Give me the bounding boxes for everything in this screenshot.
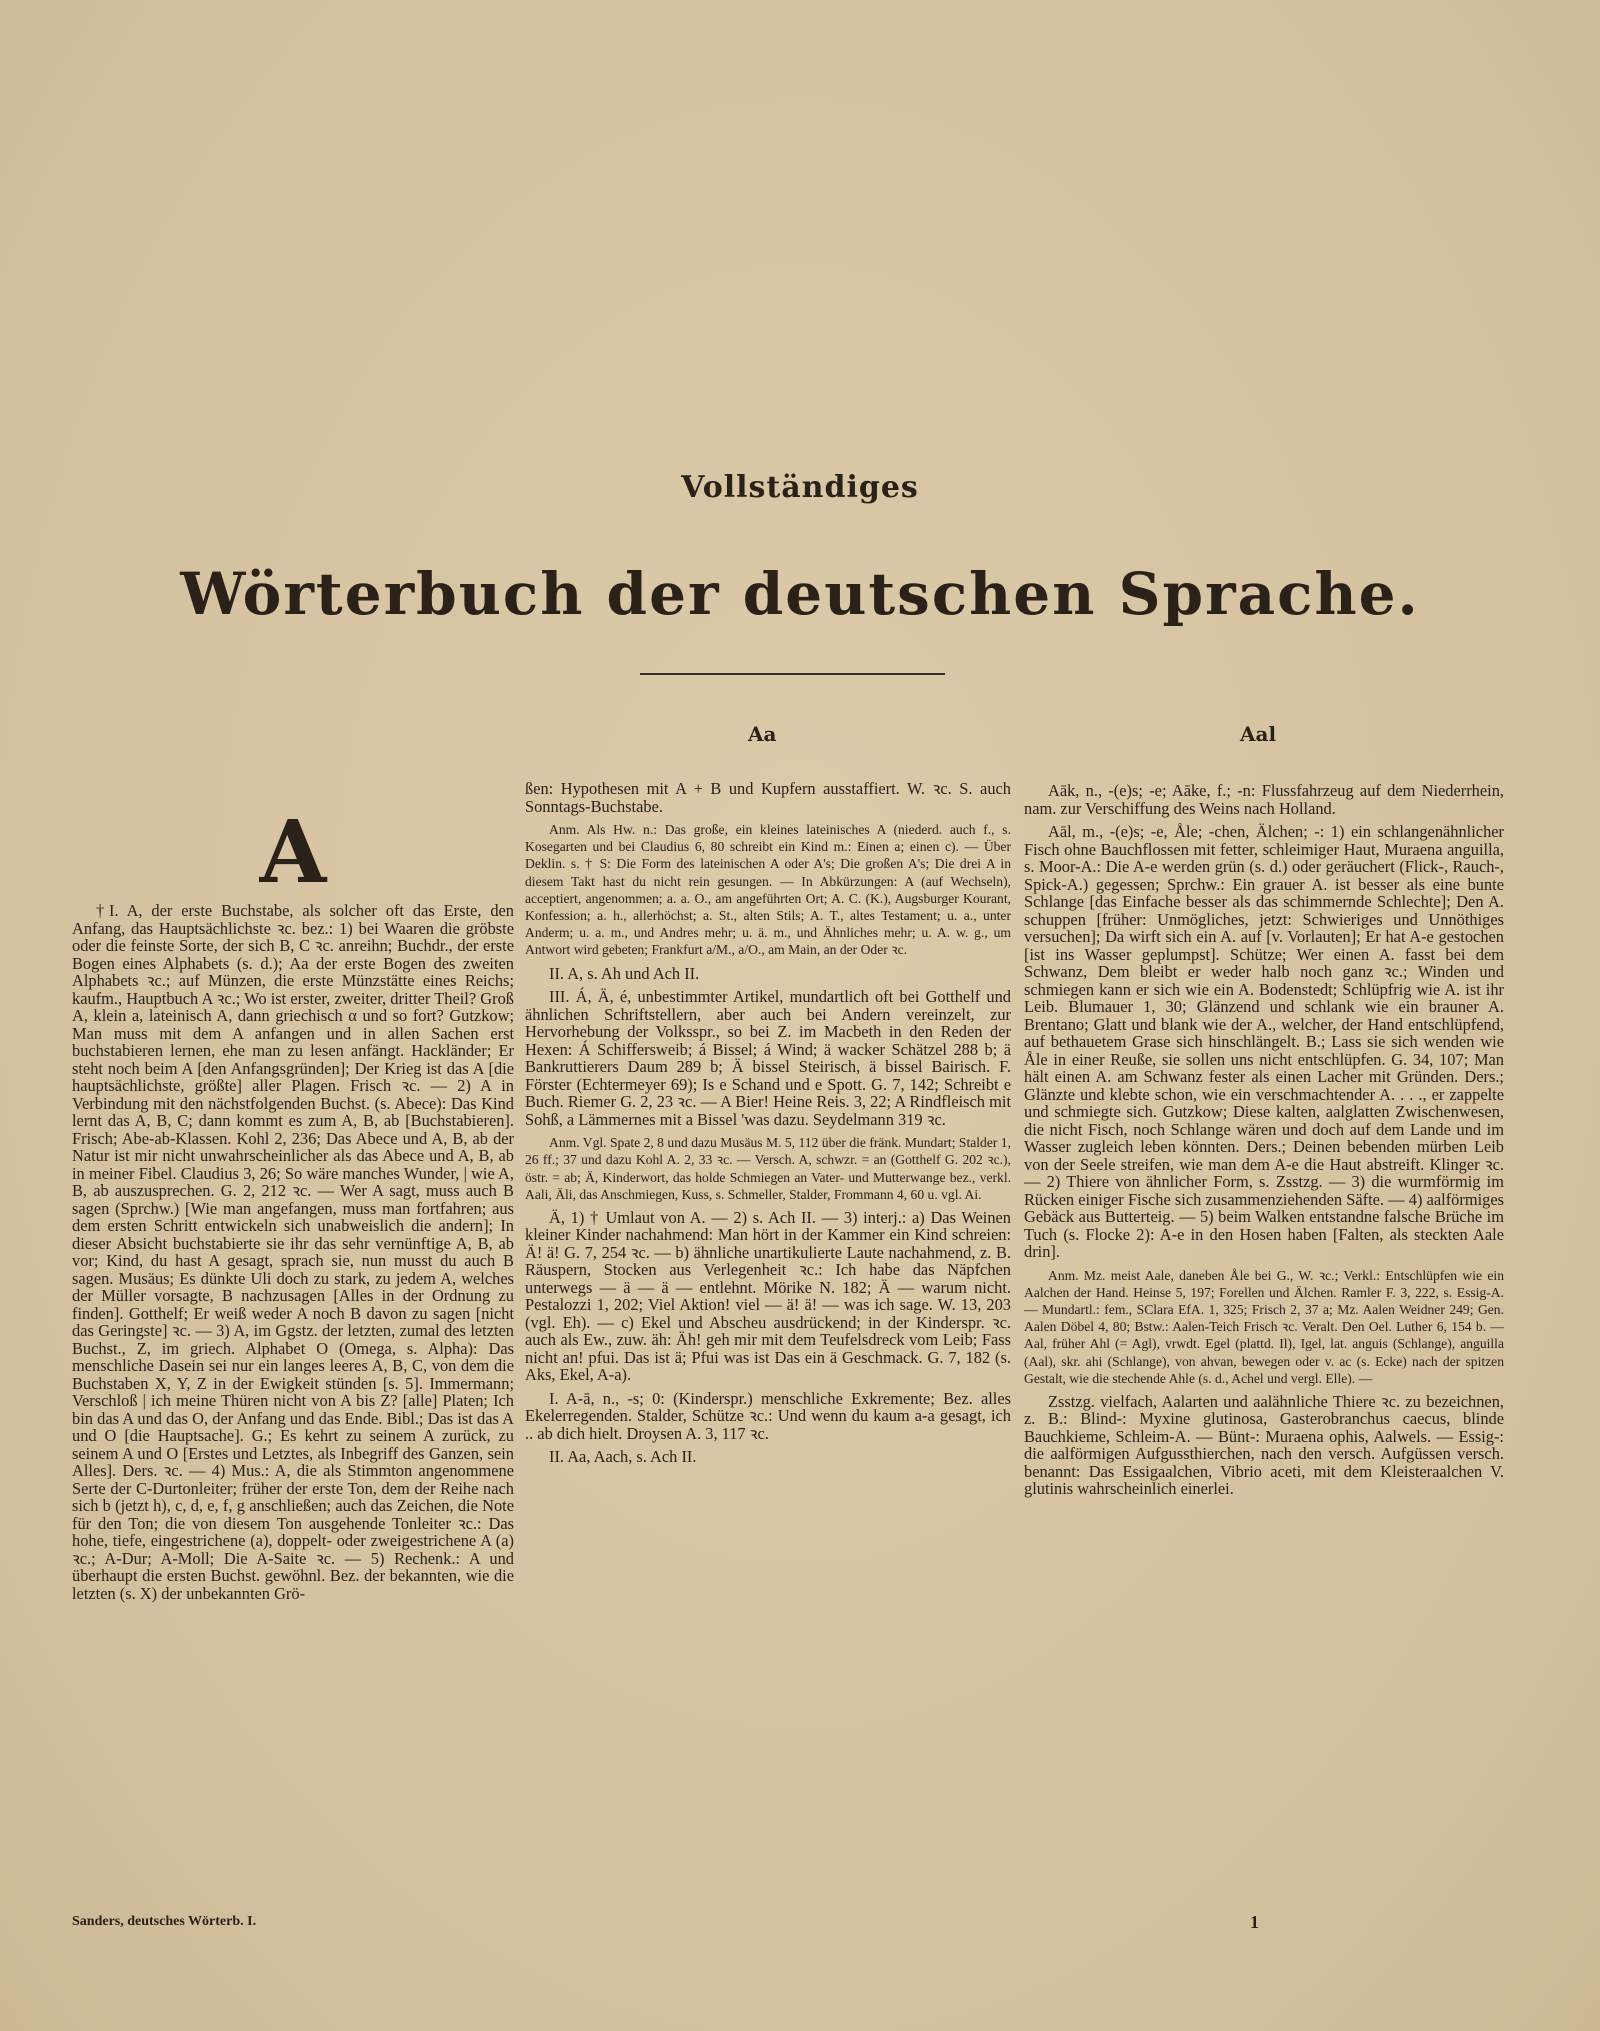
big-initial: A bbox=[259, 802, 327, 903]
entry-paragraph: Anm. Vgl. Spate 2, 8 und dazu Musäus M. 5, 112 über die fränk. Mundart; Stalder 1, 26 ff.; 37 und dazu Kohl A. 2, 33 ꝛc. — Versch. A, schwzr. = an (Gotthelf G. 202 ꝛc.), östr. = ab; Ä, Kinderwort, das holde Schmiegen an Vater- und Mutterwange bez., verkl. Aali, Äli, das Anschmiegen, Kuss, s. Schmeller, Stalder, Frommann 4, 60 u. vgl. Ai. bbox=[525, 1135, 1011, 1202]
column-left bbox=[72, 802, 514, 1608]
title-divider bbox=[640, 673, 945, 675]
entry-paragraph: Anm. Mz. meist Aale, daneben Åle bei G., W. ꝛc.; Verkl.: Entschlüpfen wie ein Aalchen der Hand. Heinse 5, 197; Forellen und Älchen. Ramler F. 3, 222, s. Essig-A. — Mundartl.: fem., SClara EfA. 1, 325; Frisch 2, 37 a; Mz. Aalen Weidner 249; Gen. Aalen Döbel 4, 80; Bstw.: Aalen-Teich Frisch ꝛc. Veralt. Den Oel. Luther 6, 154 b. — Aal, früher Ahl (= Agl), vrwdt. Egel (plattd. Il), Igel, lat. anguis (Schlange), anguilla (Aal), skr. ahi (Schlange), von ahvan, bewegen oder v. ac (s. Ecke) nach der spitzen Gestalt, wie die stechende Ahle (s. d., Achel und vergl. Elle). — bbox=[1024, 1267, 1504, 1386]
entry-paragraph: I. A-ā, n., -s; 0: (Kinderspr.) menschliche Exkremente; Bez. alles Ekelerregenden. Stalder, Schütze ꝛc.: Und wenn du kaum a-a gesagt, ich .. ab dich hielt. Droysen A. 3, 117 ꝛc. bbox=[525, 1388, 1011, 1443]
entry-paragraph: Aāk, n., -(e)s; -e; Aāke, f.; -n: Flussfahrzeug auf dem Niederrhein, nam. zur Verschiffung des Weins nach Holland. bbox=[1024, 781, 1504, 818]
running-head-right: Aal bbox=[1240, 722, 1277, 746]
entry-paragraph: Aāl, m., -(e)s; -e, Åle; -chen, Älchen; -: 1) ein schlangenähnlicher Fisch ohne Bauchflossen mit fetter, schleimiger Haut, Muraena anguilla, s. Moor-A.: Die A-e werden grün (s. d.) oder geräuchert (Flick-, Rauch-, Spick-A.) gegessen; Sprchw.: Ein grauer A. ist besser als eine bunte Schlange [das Einfache besser als das schimmernde Schlechte]; Den A. schuppen [früher: Unmögliches, jetzt: Schwieriges und Unnöthiges versuchen]; Da wirft sich ein A. auf [v. Vorlauten]; Er hat A-e gestochen [ist ins Wasser geplumpst]. Schütze; Wer einen A. fasst bei dem Schwanz, Dem bleibt er weder halb noch ganz ꝛc.; Winden und schmiegen kann er sich wie ein A. Bodenstedt; Schlüpfrig wie A. ist ihr Leib. Blumauer 1, 30; Glänzend und schlank wie ein brauner A. Brentano; Glatt und blank wie der A., welcher, der Hand entschlüpfend, auf bethauetem Grase sich hinschlängelt. B.; Lass sie sich wenden wie Åle in einer Reuße, sie sollen uns nicht entschlüpfen. G. 34, 107; Man hält einen A. am Schwanz fester als einen Lacher mit Gründen. Ders.; Glänzte und klebte schon, wie ein verschmachtender A. . . ., er zappelte und schmiegte sich. Gutzkow; Diese kalten, aalglatten Zwischenwesen, die nicht Fisch, noch Schlange wären und doch auf dem Lande und im Wasser zugleich leben könnten. Ders.; Deinen bebenden mürben Leib von der Seele streifen, wie man dem A-e die Haut abstreift. Klinger ꝛc. — 2) Thiere von ähnlicher Form, s. Zsstzg. — 3) die wurmförmig im Rücken einiger Fische sich zusammenziehenden Säfte. — 4) aalförmiges Gebäck aus Butterteig. — 5) beim Walken entstandne falsche Brüche im Tuch (s. Flocke 2): A-e in den Hosen haben [Falten, als steckten Aale drin]. bbox=[1024, 822, 1504, 1261]
column-middle bbox=[525, 780, 1011, 1472]
entry-paragraph: Ä, 1) † Umlaut von A. — 2) s. Ach II. — 3) interj.: a) Das Weinen kleiner Kinder nachahmend: Man hört in der Kammer ein Kind schreien: Ä! ä! G. 7, 254 ꝛc. — b) ähnliche unartikulierte Laute nachahmend, z. B. Räuspern, Stocken aus Verlegenheit ꝛc.: Ich habe das Näpfchen unterwegs — ä — ä — entlehnt. Mörike N. 182; Ä — warum nicht. Pestalozzi 1, 202; Viel Aktion! viel — ä! ä! — was ich sage. W. 13, 203 (vgl. Eh). — c) Ekel und Abscheu ausdrückend; in der Kinderspr. ꝛc. auch als Ew., zuw. äh: Äh! geh mir mit dem Teufelsdreck vom Leib; Fass nicht an! pfui. Das ist ä; Pfui was ist Das ein ä Geschmack. G. 7, 182 (s. Aks, Ekel, A-a). bbox=[525, 1207, 1011, 1385]
running-head-left: Aa bbox=[748, 722, 777, 746]
page-number: 1 bbox=[1250, 1912, 1259, 1932]
signature-mark: Sanders, deutsches Wörterb. I. bbox=[72, 1914, 257, 1929]
entry-paragraph: II. Aa, Aach, s. Ach II. bbox=[549, 1447, 697, 1467]
page-title: Wörterbuch der deutschen Sprache. bbox=[180, 560, 1420, 628]
column-right bbox=[1024, 782, 1504, 1504]
entry-paragraph: II. A, s. Ah und Ach II. bbox=[549, 963, 700, 983]
pretitle: Vollständiges bbox=[681, 470, 919, 505]
entry-paragraph: ßen: Hypothesen mit A + B und Kupfern ausstaffiert. W. ꝛc. S. auch Sonntags-Buchstabe. bbox=[525, 779, 1011, 816]
entry-paragraph: III. Á, Ä, é, unbestimmter Artikel, mundartlich oft bei Gotthelf und ähnlichen Schriftstellern, aber auch bei Andern vereinzelt, zur Hervorhebung der Volksspr., so bei Z. im Macbeth in den Reden der Hexen: Á Schiffersweib; á Bissel; á Wind; ä wacker Schätzel 288 b; ä Bankruttierers Daum 289 b; Ä bissel Steirisch, ä bissel Bairisch. F. Förster (Echtermeyer 69); Is e Schand und e Spott. G. 7, 142; Schreibt e Buch. Riemer G. 2, 23 ꝛc. — A Bier! Heine Reis. 3, 22; A Rindfleisch mit Sohß, a Lämmernes mit a Bissel 'was dazu. Seydelmann 319 ꝛc. bbox=[525, 987, 1011, 1129]
entry-paragraph: †I. A, der erste Buchstabe, als solcher oft das Erste, den Anfang, das Hauptsächlichste ꝛc. bez.: 1) bei Waaren die gröbste oder die feinste Sorte, der sich B, C ꝛc. anreihn; Buchdr., der erste Bogen eines Alphabets (s. d.); Aa der erste Bogen des zweiten Alphabets ꝛc.; auf Münzen, die erste Münzstätte eines Reichs; kaufm., Hauptbuch A ꝛc.; Wo ist erster, zweiter, dritter Theil? Groß A, klein a, lateinisch A, dann griechisch α und so fort? Gutzkow; Man muss mit dem A anfangen und in allen Sachen erst buchstabieren lernen, ehe man zu lesen anfängt. Hackländer; Er steht noch beim A [den Anfangsgründen]; Der Krieg ist das A [die hauptsächlichste, größte] aller Plagen. Frisch ꝛc. — 2) A in Verbindung mit den nächstfolgenden Buchst. (s. Abece): Das Kind lernt das A, B, C; dann kommt es zum A, B, ab [Buchstabieren]. Frisch; Abe-ab-Klassen. Kohl 2, 236; Das Abece und A, B, ab der Natur ist mir nicht unwahrscheinlicher als das Abece und A, B, ab in meiner Fibel. Claudius 3, 26; So wäre manches Wunder, | wie A, B, ab auszusprechen. G. 2, 212 ꝛc. — Wer A sagt, muss auch B sagen (Sprchw.) [Wie man angefangen, muss man fortfahren; aus dem ersten Schritt entwickeln sich unabweislich die andern]; In dieser Absicht buchstabierte sie ihr das sehr vernünftige A, B, ab vor; Kind, du hast A gesagt, sprach sie, nun musst du auch B sagen. Musäus; Es dünkte Uli doch zu stark, zu jedem A, welches der Müller vorsagte, B nachzusagen [Alles in der Ordnung zu finden]. Gotthelf; Er weiß weder A noch B davon zu sagen [nicht das Geringste] ꝛc. — 3) A, im Ggstz. der letzten, zumal des letzten Buchst., Z, im griech. Alphabet O (Omega, s. Alpha): Das menschliche Dasein sei nur ein langes leeres A, B, C, von dem die Buchstaben X, Y, Z in der Ewigkeit stünden [s. 5]. Immermann; Verschloß | ich meine Thüren nicht von A bis Z? [alle] Platen; Ich bin das A und das O, der Anfang und das Ende. Bibl.; Das ist das A und O [die Hauptsache]. G.; Es kehrt zu seinem A zurück, zu seinem A und O [Erstes und Letztes, als Inbegriff des Ganzen, sein Alles]. Ders. ꝛc. — 4) Mus.: A, die als Stimmton angenommene Serte der C-Durtonleiter; früher der erste Ton, dem der Reihe nach sich b (jetzt h), c, d, e, f, g anschließen; auch das Zeichen, die Note für den Ton; die von diesem Ton ausgehende Tonleiter ꝛc.: Das hohe, tiefe, eingestrichene (a), doppelt- oder zweigestrichene A (a) ꝛc.; A-Dur; A-Moll; Die A-Saite ꝛc. — 5) Rechenk.: A und überhaupt die ersten Buchst. gewöhnl. Bez. der bekannten, wie die letzten (s. X) der unbekannten Grö- bbox=[72, 901, 514, 1603]
entry-paragraph: Zsstzg. vielfach, Aalarten und aalähnliche Thiere ꝛc. zu bezeichnen, z. B.: Blind-: Myxine glutinosa, Gasterobranchus caecus, blinde Bauchkieme, Schleim-A. — Bünt-: Muraena ophis, Aalwels. — Essig-: die aalförmigen Aufgussthierchen, nach den versch. Aufgüssen versch. benannt: Das Essigaalchen, Vibrio aceti, mit dem Kleisteraalchen V. glutinis wahrscheinlich einerlei. bbox=[1024, 1391, 1504, 1499]
entry-paragraph: Anm. Als Hw. n.: Das große, ein kleines lateinisches A (niederd. auch f., s. Kosegarten und bei Claudius 6, 80 schreibt ein Kind m.: Einen a; einen c). — Über Deklin. s. † S: Die Form des lateinischen A oder A's; Die großen A's; Die drei A in diesem Takt hast du nicht rein gesungen. — In Abkürzungen: A (auf Wechseln), acceptiert, angenommen; a. a. O., am angeführten Ort; A. C. (K.), Augsburger Kourant, Konfession; a. h., allerhöchst; a. St., alten Stils; A. T., altes Testament; u. a., unter Anderm; u. a. m., und Andres mehr; u. ä. m., und Ähnliches mehr; u. A. w. g., um Antwort wird gebeten; Frankfurt a/M., a/O., am Main, an der Oder ꝛc. bbox=[525, 822, 1011, 958]
